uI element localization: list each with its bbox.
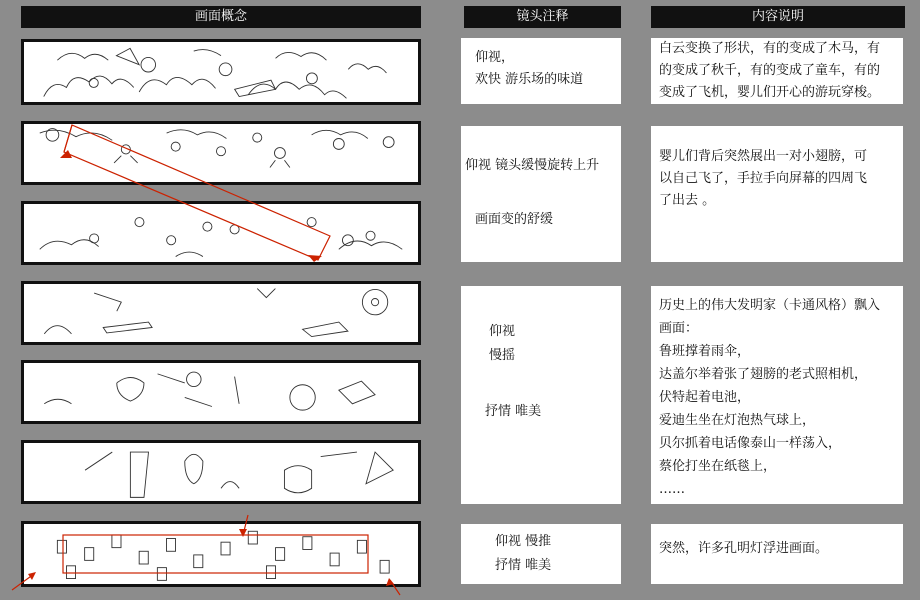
content-note-line: 历史上的伟大发明家（卡通风格）飘入 <box>659 298 881 313</box>
panel-babies-flying-2 <box>21 201 421 265</box>
sketch-clouds-playground <box>24 42 418 102</box>
content-note-line: 以自己飞了，手拉手向屏幕的四周飞 <box>659 171 868 186</box>
camera-note-1 <box>461 38 621 104</box>
content-note-line: …… <box>659 482 685 497</box>
content-column-header: 内容说明 <box>651 6 905 28</box>
camera-note-2 <box>461 126 621 262</box>
panel-inventors-2 <box>21 360 421 424</box>
content-note-line: 婴儿们背后突然展出一对小翅膀，可 <box>659 149 868 164</box>
content-note-line: 变成了飞机，婴儿们开心的游玩穿梭。 <box>659 85 881 100</box>
content-note-line: 鲁班撑着雨伞， <box>659 344 751 359</box>
content-note-line: 爱迪生坐在灯泡热气球上， <box>659 413 816 428</box>
content-note-line: 画面： <box>659 321 699 336</box>
camera-note-line: 抒情 唯美 <box>485 404 542 419</box>
content-note-line: 突然，许多孔明灯浮进画面。 <box>659 541 829 556</box>
camera-note-line: 抒情 唯美 <box>495 558 552 573</box>
sketch-babies-flying-1 <box>24 124 418 182</box>
content-note-line: 的变成了秋千，有的变成了童车，有的 <box>659 63 881 78</box>
content-note-line: 白云变换了形状，有的变成了木马，有 <box>659 41 881 56</box>
sketch-inventors-1 <box>24 284 418 342</box>
camera-note-4 <box>461 524 621 584</box>
concept-column-header: 画面概念 <box>21 6 421 28</box>
panel-inventors-3 <box>21 440 421 504</box>
panel-babies-flying-1 <box>21 121 421 185</box>
camera-column-header: 镜头注释 <box>464 6 621 28</box>
content-note-4 <box>651 524 903 584</box>
panel-sky-lanterns <box>21 521 421 587</box>
content-note-3 <box>651 286 903 504</box>
camera-note-line: 画面变的舒缓 <box>475 212 554 227</box>
camera-note-line: 仰视 镜头缓慢旋转上升 <box>465 158 600 173</box>
content-note-line: 了出去 。 <box>659 193 716 208</box>
content-note-line: 贝尔抓着电话像泰山一样荡入， <box>659 436 842 451</box>
camera-note-line: 仰视 慢推 <box>495 534 552 549</box>
camera-note-line: 仰视， <box>475 50 515 65</box>
sketch-inventors-2 <box>24 363 418 421</box>
sketch-babies-flying-2 <box>24 204 418 262</box>
camera-note-line: 仰视 <box>489 324 516 339</box>
content-note-line: 达盖尔举着张了翅膀的老式照相机， <box>659 367 868 382</box>
content-note-line: 伏特起着电池， <box>659 390 751 405</box>
panel-clouds-playground <box>21 39 421 105</box>
camera-note-line: 欢快 游乐场的味道 <box>475 72 584 87</box>
sketch-sky-lanterns <box>24 524 418 584</box>
camera-note-line: 慢摇 <box>489 348 516 363</box>
panel-inventors-1 <box>21 281 421 345</box>
sketch-inventors-3 <box>24 443 418 501</box>
content-note-2 <box>651 126 903 262</box>
content-note-line: 蔡伦打坐在纸毯上， <box>659 459 777 474</box>
camera-note-3 <box>461 286 621 504</box>
content-note-1 <box>651 38 903 104</box>
